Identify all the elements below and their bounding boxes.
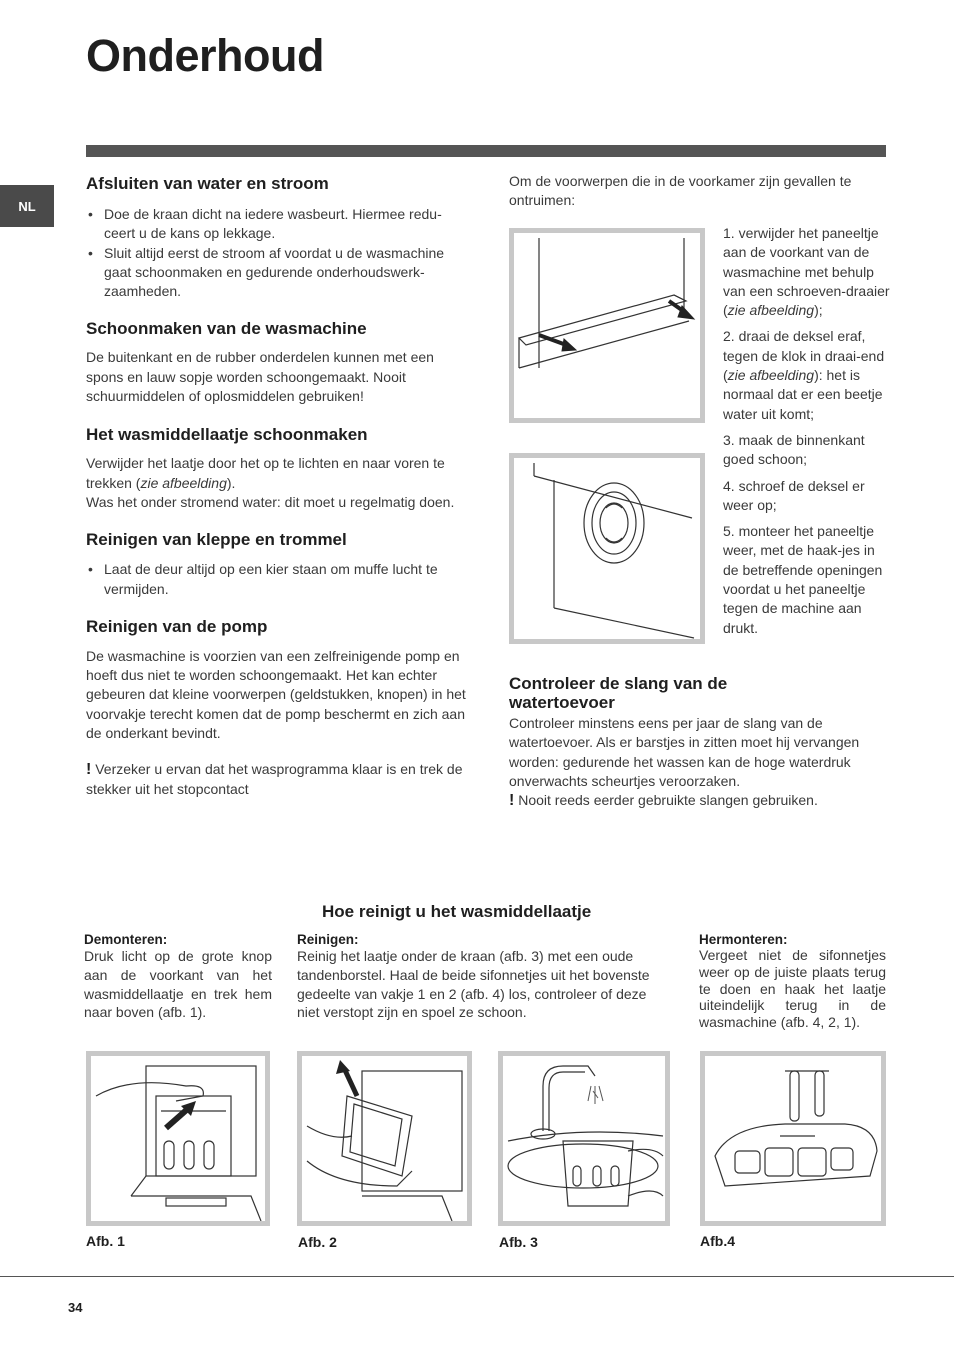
drawer-handling-drawing	[302, 1056, 467, 1221]
step-item: 5. monteer het paneeltje weer, met de haak-jes in de betreffende openingen voordat u het paneeltje tegen de machine aan drukt.	[723, 523, 883, 636]
heading-pump: Reinigen van de pomp	[86, 616, 268, 636]
hose-warning: ! Nooit reeds eerder gebruikte slangen gebruiken.	[509, 792, 818, 810]
caption-afb2: Afb. 2	[298, 1234, 337, 1250]
left-column	[86, 174, 471, 799]
step-item: 4. schroef de deksel er weer op;	[723, 477, 865, 513]
page-title: Onderhoud	[86, 30, 324, 81]
heading-cleaning-machine: Schoonmaken van de wasmachine	[86, 319, 367, 339]
step-item: 1. verwijder het paneeltje aan de voorkant van de wasmachine met behulp van een schroeven-draaier (zie afbeelding);	[723, 225, 890, 319]
figure-1	[86, 1051, 270, 1226]
list-item: • Laat de deur altijd op een kier staan om muffe lucht te vermijden.	[86, 560, 471, 599]
door-drum-list	[86, 560, 471, 599]
demonteren-text: Druk licht op de grote knop aan de voorkant van het wasmiddellaatje en trek hem naar boven (afb. 1).	[84, 948, 272, 1021]
heading-water-power: Afsluiten van water en stroom	[86, 174, 329, 193]
siphon-drawing	[705, 1056, 881, 1221]
language-tab: NL	[0, 185, 54, 227]
pump-text: De wasmachine is voorzien van een zelfreinigende pomp en hoeft dus niet te worden schoongemaakt. Het kan echter gebeuren dat kleine voorwerpen (geldstukken, knopen) in het voorvakje terecht komen dat de pomp beschermt en zich aan de onderkant bevindt.	[86, 647, 466, 742]
water-power-list	[86, 205, 471, 301]
heading-drawer-cleaning: Hoe reinigt u het wasmiddellaatje	[322, 902, 592, 921]
caption-afb1: Afb. 1	[86, 1233, 125, 1249]
step-item: 3. maak de binnenkant goed schoon;	[723, 431, 865, 468]
warning-icon: !	[86, 761, 92, 779]
caption-afb4: Afb.4	[700, 1233, 735, 1249]
col-demonteren	[84, 932, 272, 1022]
pump-intro-text: Om de voorwerpen die in de voorkamer zijn gevallen te ontruimen:	[509, 173, 852, 209]
drawer-rinsing-drawing	[503, 1056, 665, 1221]
col-reinigen	[297, 932, 669, 1022]
heading-door-drum: Reinigen van kleppe en trommel	[86, 530, 347, 550]
figure-2	[297, 1051, 472, 1226]
detergent-drawer-text: Verwijder het laatje door het op te lichten en naar voren te trekken (zie afbeelding). Was het onder stromend water: dit moet u regelmatig doen.	[86, 455, 455, 510]
footer-rule	[0, 1276, 954, 1277]
hose-text: Controleer minstens eens per jaar de slang van de watertoevoer. Als er barstjes in zitten moet hij vervangen worden: gedurende het wassen kan de hoge waterdruk onverwachts scheurtjes veroorzaken.	[509, 715, 860, 789]
figure-4	[700, 1051, 886, 1226]
list-item: • Sluit altijd eerst de stroom af voordat u de wasmachine gaat schoonmaken en gedurende onderhoudswerk-zaamheden.	[86, 244, 471, 302]
pump-cover-drawing	[514, 458, 700, 639]
figure-3	[498, 1051, 670, 1226]
list-item: • Doe de kraan dicht na iedere wasbeurt. Hiermee redu-ceert u de kans op lekkage.	[86, 205, 471, 244]
heading-demonteren: Demonteren:	[84, 932, 168, 947]
heading-reinigen: Reinigen:	[297, 932, 359, 947]
pump-warning: ! Verzeker u ervan dat het wasprogramma klaar is en trek de stekker uit het stopcontact	[86, 761, 463, 797]
heading-detergent-drawer: Het wasmiddellaatje schoonmaken	[86, 425, 368, 445]
cleaning-machine-text: De buitenkant en de rubber onderdelen kunnen met een spons en lauw sopje worden schoongemaakt. Nooit schuurmiddelen of oplosmiddelen gebruiken!	[86, 349, 434, 405]
step-item: 2. draai de deksel eraf, tegen de klok in draai-end (zie afbeelding): het is normaal dat er een beetje water uit komt;	[723, 328, 885, 422]
heading-hermonteren: Hermonteren:	[699, 932, 788, 947]
col-hermonteren	[699, 932, 886, 1031]
warning-icon: !	[509, 792, 515, 810]
header-rule	[86, 145, 886, 157]
heading-hose: Controleer de slang van de watertoevoer	[509, 674, 728, 712]
panel-removal-figure	[509, 228, 705, 423]
drawer-removal-drawing	[91, 1056, 265, 1221]
hose-section	[509, 674, 891, 810]
page-number: 34	[68, 1300, 83, 1315]
panel-removal-drawing	[514, 233, 700, 418]
reinigen-text: Reinig het laatje onder de kraan (afb. 3) met een oude tandenborstel. Haal de beide sifonnetjes uit het bovenste gedeelte van vakje 1 en 2 (afb. 4) los, controleer of deze niet verstopt zijn en spoel ze schoon.	[297, 948, 650, 1021]
caption-afb3: Afb. 3	[499, 1234, 538, 1250]
pump-steps	[723, 224, 891, 638]
hermonteren-text: Vergeet niet de sifonnetjes weer op de juiste plaats terug te doen en haak het laatje uiteindelijk terug in de wasmachine (afb. 4, 2, 1).	[699, 947, 886, 1031]
pump-cover-figure	[509, 453, 705, 644]
